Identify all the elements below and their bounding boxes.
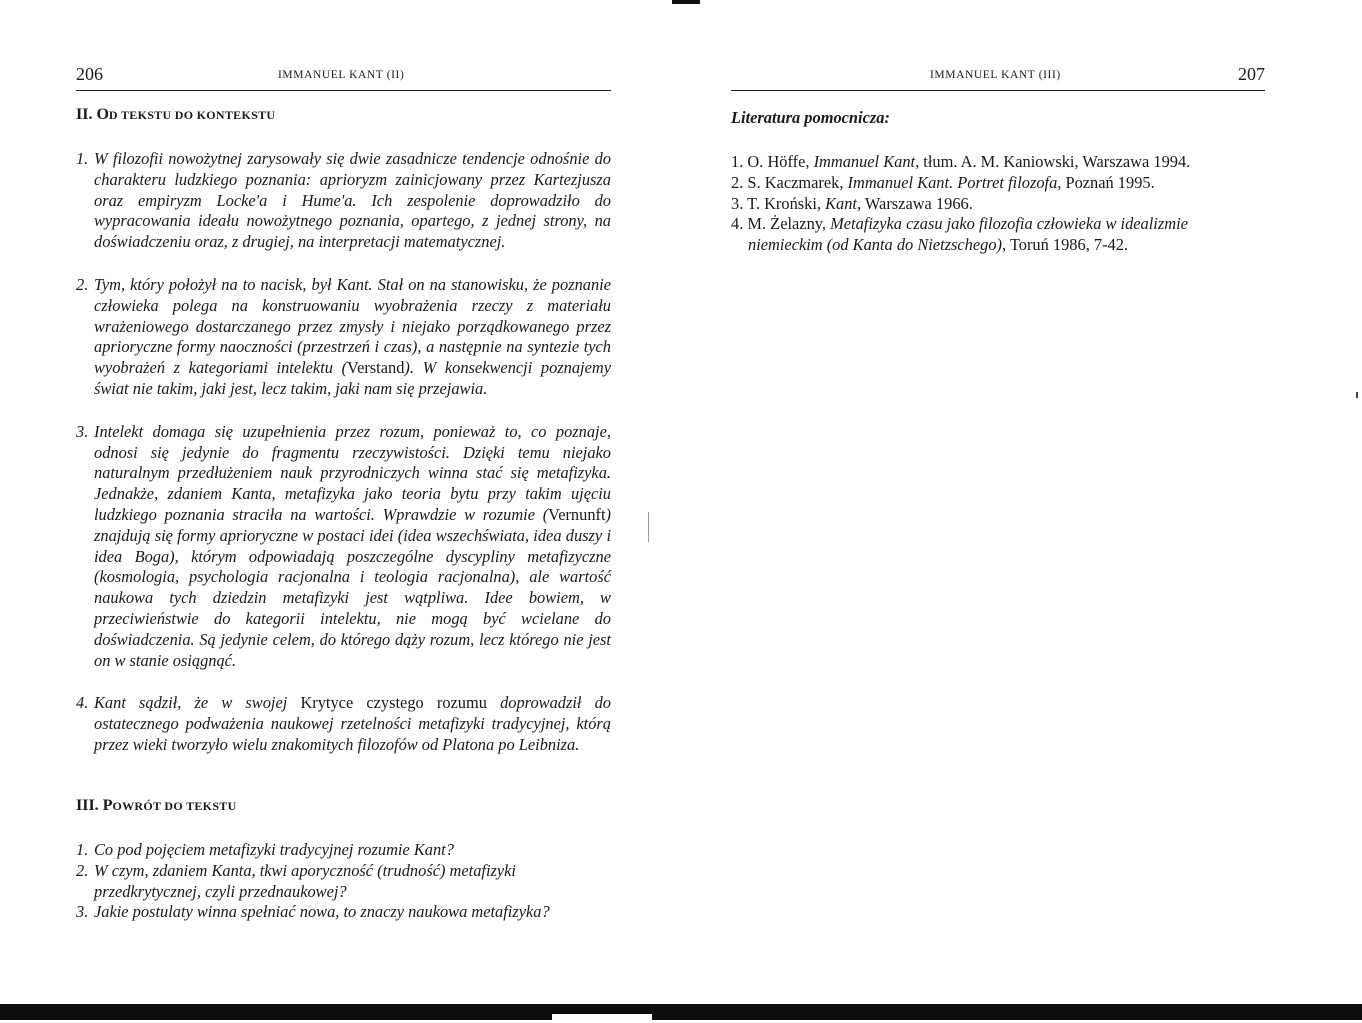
section-ii-numeral: II. [76,106,93,123]
item-term: Vernunft [548,504,606,524]
right-page [731,64,1265,255]
literature-rest: , Toruń 1986, 7-42. [1002,235,1129,255]
section-ii-heading [76,106,275,124]
item-number: 2. [76,274,89,294]
literature-number: 2. [731,172,744,192]
literature-heading: Literatura pomocnicza: [731,108,890,127]
question-text: Jakie postulaty winna spełniać nowa, to znaczy naukowa metafizyka? [94,902,550,922]
scan-gutter-mark [648,512,649,542]
question-item [76,861,611,903]
literature-rest: , tłum. A. M. Kaniowski, Warszawa 1994. [915,152,1191,171]
literature-number: 1. [731,152,744,171]
item-text-a: Intelekt domaga się uzupełnienia przez rozum, ponieważ to, co poznaje, odnosi się jedynie do fragmentu rzeczywistości. Dzięki temu niejako naturalnym przedłużeniem nauk przyrodniczych winna stać się metafizyka. Jednakże, zdaniem Kanta, metafizyka jako teoria bytu przy takim ujęciu ludzkiego poznania straciła na wartości. Wprawdzie w rozumie ( [94,421,611,524]
section-iii-title-rest: OWRÓT DO TEKSTU [112,799,237,813]
literature-title: Metafizyka czasu jako filozofia człowieka w idealizmie niemieckim (od Kanta do Nietzschego) [748,214,1188,255]
left-page [76,64,612,922]
literature-item [731,152,1265,173]
context-item-4 [76,693,611,755]
question-text: Co pod pojęciem metafizyki tradycyjnej rozumie Kant? [94,840,454,859]
item-text: W filozofii nowożytnej zarysowały się dwie zasadnicze tendencje odnośnie do charakteru ludzkiego poznania: aprioryzm zainicjowany przez Kartezjusza oraz empiryzm Locke'a i Hume'a. Ich zespolenie doprowadziło do wypracowania ideału nowożytnego poznania, opartego, z jednej strony, na doświadczeniu oraz, z drugiej, na interpretacji matematycznej. [94,149,611,252]
section-iii-numeral: III. [76,797,99,814]
scan-edge-mark [1356,392,1358,398]
literature-list [731,152,1265,256]
context-item-2 [76,275,611,400]
literature-author: M. Żelazny, [747,214,831,234]
literature-rest: , Warszawa 1966. [857,193,973,213]
section-ii-title-rest: D TEKSTU DO KONTEKSTU [108,108,276,122]
right-running-head [731,64,1265,91]
question-item [76,840,611,861]
section-iii-heading [76,797,237,815]
literature-author: O. Höffe, [747,152,814,171]
question-list [76,840,611,923]
context-list [76,149,611,778]
context-item-1 [76,149,611,253]
literature-title: Immanuel Kant [813,152,916,171]
left-page-number: 206 [76,64,103,84]
literature-title: Kant [825,193,857,213]
literature-title: Immanuel Kant. Portret filozofa [847,172,1058,192]
item-term: Krytyce czystego rozumu [300,693,487,713]
literature-number: 3. [731,193,744,213]
right-page-number: 207 [1238,64,1265,84]
left-running-head [76,64,611,91]
item-number: 4. [76,693,89,713]
question-text: W czym, zdaniem Kanta, tkwi aporyczność (trudność) metafizyki przedkrytycznej, czyli przednaukowej? [94,860,516,901]
question-number: 3. [76,902,89,922]
item-text-b: ). W konsekwencji poznajemy świat nie takim, jaki jest, lecz takim, jaki nam się przejawia. [94,358,612,398]
section-iii-title-lead: P [102,797,113,814]
scan-bottom-gap [552,1014,652,1023]
question-number: 1. [76,840,89,859]
literature-item [731,194,1265,215]
item-text-b: ) znajdują się formy aprioryczne w postaci idei (idea wszechświata, idea duszy i idea Boga), którym odpowiadają poszczególne dyscypliny metafizyczne (kosmologia, psychologia racjonalna i teologia racjonalna), ale wartość naukowa tych dziedzin metafizyki jest wątpliwa. Idee bowiem, w przeciwieństwie do kategorii intelektu, nie mogą być wcielane do doświadczenia. Są jedynie celem, do którego dąży rozum, lecz którego nie jest on w stanie osiągnąć. [94,504,611,670]
scan-top-mark [672,0,700,4]
item-text-b: doprowadził do ostatecznego podważenia naukowej rzetelności metafizyki tradycyjnej, którą przez wieki tworzyło wielu znakomitych filozofów od Platona po Leibniza. [94,693,611,754]
item-number: 3. [76,421,89,441]
literature-item [731,173,1265,194]
right-running-title: IMMANUEL KANT (III) [930,69,1061,81]
section-ii-title-lead: O [96,106,109,123]
context-item-3 [76,422,611,672]
literature-number: 4. [731,214,744,234]
scan-bottom-edge [0,1004,1362,1020]
literature-item [731,214,1265,256]
item-text-a: Tym, który położył na to nacisk, był Kant. Stał on na stanowisku, że poznanie człowieka polega na konstruowaniu wyobrażenia rzeczy z materiału wrażeniowego dostarczanego przez zmysły i niejako porządkowanego przez aprioryczne formy naoczności (przestrzeń i czas), a następnie na syntezie tych wyobrażeń z kategoriami intelektu ( [94,274,611,378]
question-item [76,902,611,923]
left-running-title: IMMANUEL KANT (II) [278,69,405,81]
question-number: 2. [76,860,89,880]
item-text-a: Kant sądził, że w swojej [94,693,301,713]
item-term: Verstand [347,358,405,378]
item-number: 1. [76,149,89,168]
literature-rest: , Poznań 1995. [1057,172,1155,192]
literature-author: S. Kaczmarek, [747,172,848,192]
literature-author: T. Kroński, [747,193,826,213]
